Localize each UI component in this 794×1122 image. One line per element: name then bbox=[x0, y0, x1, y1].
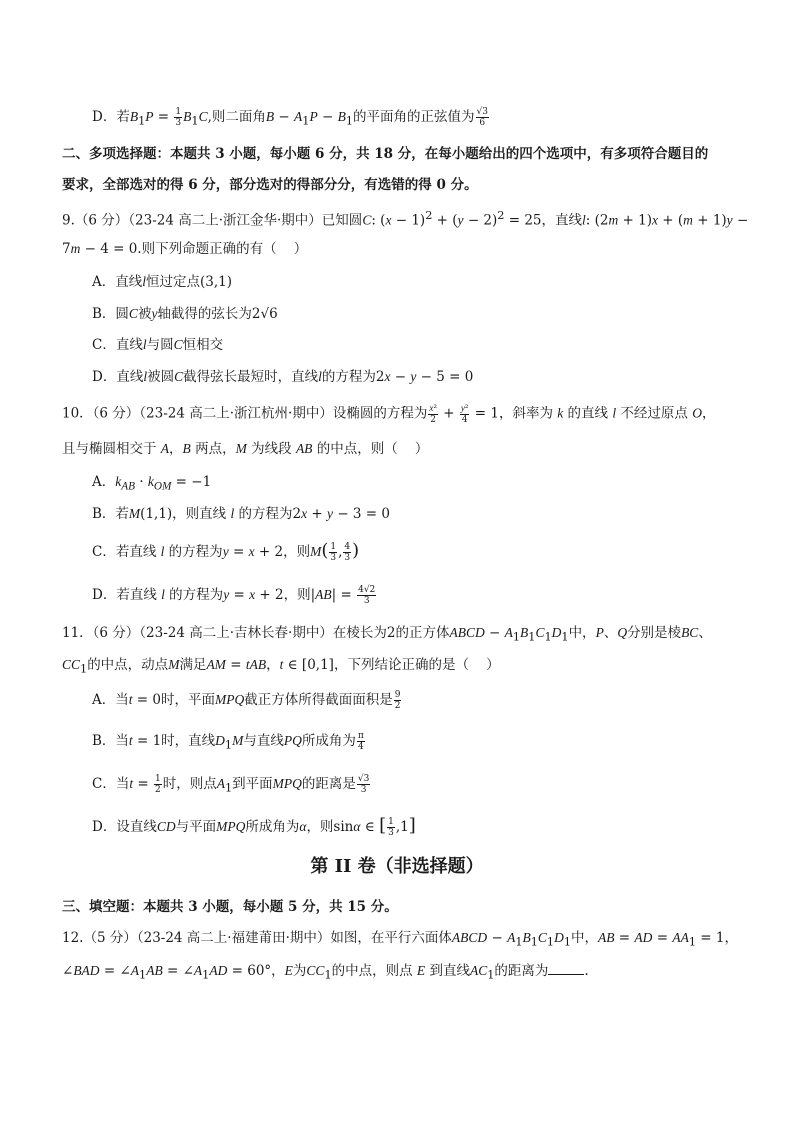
q10-option-b: B．若M(1,1)，则直线 l 的方程为2x + y − 3 = 0 bbox=[92, 506, 390, 522]
section-2-heading-cont: 要求，全部选对的得 6 分，部分选对的得部分分，有选错的得 0 分。 bbox=[62, 177, 478, 193]
answer-blank[interactable] bbox=[548, 960, 584, 975]
q11-option-a: A．当t = 0时，平面MPQ截正方体所得截面面积是 $\frac{9}{2}$ bbox=[92, 690, 401, 711]
q9-option-c: C．直线l与圆C恒相交 bbox=[92, 337, 224, 353]
q11-option-b: B．当t = 1时，直线$D_1M$与直线PQ所成角为 $\frac{\pi}{4}$ bbox=[92, 731, 364, 752]
q9-stem: 9.（6 分）（23-24 高二上·浙江金华·期中）已知圆C: $(x - 1)^2 + (y - 2)^2 = 25$，直线l: (2m + 1)x + (m + 1)y − bbox=[62, 209, 749, 229]
q9-option-d: D．直线l被圆C截得弦长最短时，直线l的方程为2x − y − 5 = 0 bbox=[92, 369, 474, 385]
q8-option-d: D．若$B_1P$ = $\frac{1}{3}$ $B_1C$,则二面角$B - A_1P - B_1$的平面角的正弦值为 $\frac{√3}{6}$ bbox=[92, 107, 488, 128]
part-2-title: 第 II 卷（非选择题） bbox=[310, 856, 484, 877]
q10-option-d: D．若直线 l 的方程为y = x + 2，则|AB| = $\frac{4√2}{3}$ bbox=[92, 585, 376, 606]
q10-stem: 10．（6 分）（23-24 高二上·浙江杭州·期中）设椭圆的方程为 $\frac{\text{x²}}{2}$ + $\frac{\text{y²}}{4}$ = 1，斜率为 k 的直线 l 不经过原点 O， bbox=[62, 403, 716, 425]
section-3-heading: 三、填空题：本题共 3 小题，每小题 5 分，共 15 分。 bbox=[62, 899, 398, 915]
q11-option-d: D．设直线CD与平面MPQ所成角为α，则sinα ∈ [ $\frac{1}{3}$ ,1] bbox=[92, 815, 416, 838]
q12-stem-cont: ∠BAD = $\angle A_1AB$ = $\angle A_1AD = 60^\circ$，E为$CC_1$的中点，则点 E 到直线$AC_1$的距离为 . bbox=[62, 960, 589, 986]
q10-option-a: A．$k_{AB} \cdot k_{OM} = -1$ bbox=[92, 474, 212, 493]
section-2-heading: 二、多项选择题：本题共 3 小题，每小题 6 分，共 18 分，在每小题给出的四个选项中，有多项符合题目的 bbox=[62, 146, 709, 162]
q10-option-c: C．若直线 l 的方程为y = x + 2，则M( $\frac{1}{3}$ , $\frac{4}{3}$ ) bbox=[92, 540, 360, 563]
q9-option-a: A．直线l恒过定点(3,1) bbox=[92, 274, 233, 290]
q11-stem-cont: $CC_1$的中点，动点M满足AM = tAB，t ∈ [0,1]，下列结论正确的是（ ） bbox=[62, 657, 500, 676]
q11-stem: 11．（6 分）（23-24 高二上·吉林长春·期中）在棱长为2的正方体ABCD − $A_1B_1C_1D_1$中，P、Q分别是棱BC、 bbox=[62, 625, 712, 644]
q9-stem-cont: 7m − 4 = 0.则下列命题正确的有（ ） bbox=[62, 241, 308, 257]
q9-option-b: B．圆C被y轴截得的弦长为2√6 bbox=[92, 306, 278, 322]
q11-option-c: C．当t = $\frac{1}{2}$ 时，则点$A_1$到平面MPQ的距离是 $\frac{√3}{3}$ bbox=[92, 774, 370, 795]
q10-stem-cont: 且与椭圆相交于 A，B 两点，M 为线段 AB 的中点，则（ ） bbox=[62, 441, 429, 457]
q12-stem: 12.（5 分）（23-24 高二上·福建莆田·期中）如图，在平行六面体ABCD − $A_1B_1C_1D_1$中，AB = AD = $AA_1 = 1$， bbox=[62, 930, 738, 949]
